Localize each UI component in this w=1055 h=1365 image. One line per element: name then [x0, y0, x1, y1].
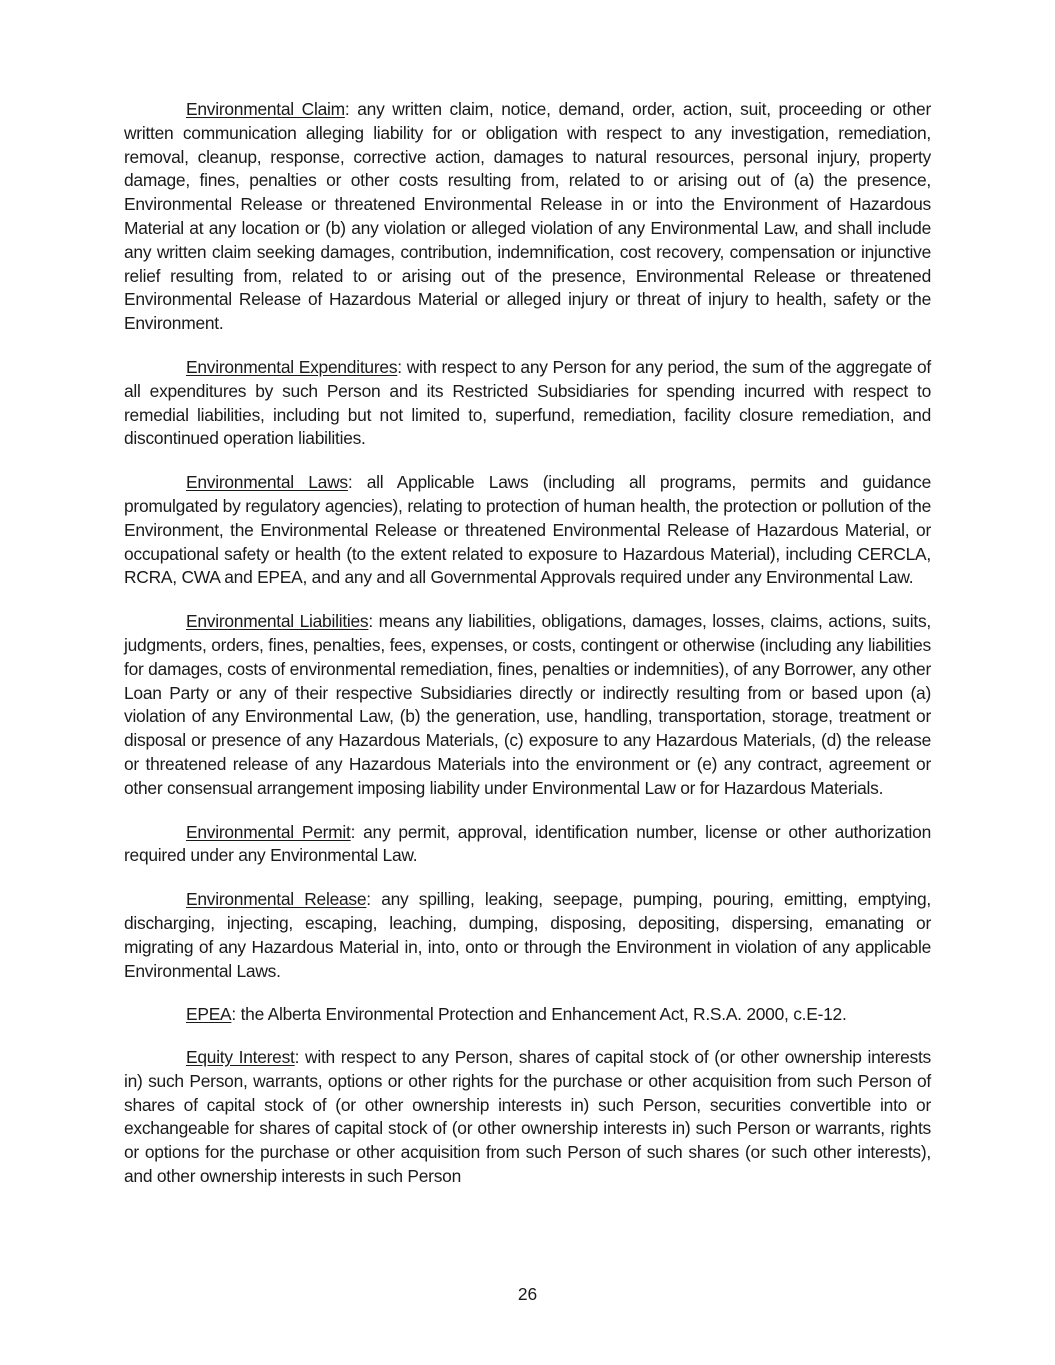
term-separator: : — [347, 472, 367, 493]
definition-text: all Applicable Laws (including all programs, permits and guidance promulgated by regulatory agencies), relating to protection of human health, the protection or pollution of the Environment, the Environmental Release or threatened Environmental Release of Hazardous Material, or occupational safety or health (to the extent related to exposure to Hazardous Material), including CERCLA, RCRA, CWA and EPEA, and any and all Governmental Approvals required under any Environmental Law. — [124, 472, 931, 588]
defined-term: Environmental Expenditures — [186, 356, 398, 377]
defined-term: Environmental Release — [186, 889, 367, 910]
definition-environmental-expenditures — [124, 356, 931, 451]
defined-term: Environmental Permit — [186, 821, 351, 842]
term-separator: : — [294, 1047, 306, 1068]
definition-text: means any liabilities, obligations, damages, losses, claims, actions, suits, judgments, orders, fines, penalties, fees, expenses, or costs, contingent or otherwise (including any liabilities for damages, costs of environmental remediation, fines, penalties or indemnities), of any Borrower, any other Loan Party or any of their respective Subsidiaries directly or indirectly resulting from or based upon (a) violation of any Environmental Law, (b) the generation, use, handling, transportation, storage, treatment or disposal or presence of any Hazardous Materials, (c) exposure to any Hazardous Materials, (d) the release or threatened release of any Hazardous Materials into the environment or (e) any contract, agreement or other consensual arrangement imposing liability under Environmental Law or for Hazardous Materials. — [124, 611, 931, 798]
definition-environmental-permit — [124, 821, 931, 869]
term-separator: : — [366, 889, 382, 910]
term-separator: : — [368, 611, 379, 632]
definition-text: any written claim, notice, demand, order, action, suit, proceeding or other written communication alleging liability for or obligation with respect to any investigation, remediation, removal, cleanup, response, corrective action, damages to natural resources, personal injury, property damage, fines, penalties or other costs resulting from, related to or arising out of (a) the presence, Environmental Release or threatened Environmental Release in or into the Environment of Hazardous Material at any location or (b) any violation or alleged violation of any Environmental Law, and shall include any written claim seeking damages, contribution, indemnification, cost recovery, compensation or injunctive relief resulting from, related to or arising out of the presence, Environmental Release or threatened Environmental Release of Hazardous Material or alleged injury or threat of injury to health, safety or the Environment. — [124, 99, 931, 334]
defined-term: EPEA — [186, 1004, 232, 1025]
defined-term: Equity Interest — [186, 1047, 295, 1068]
term-separator: : — [350, 821, 364, 842]
term-separator: : — [231, 1004, 241, 1025]
defined-term: Environmental Liabilities — [186, 611, 369, 632]
page-number: 26 — [517, 1284, 538, 1304]
defined-term: Environmental Laws — [186, 472, 348, 493]
definition-text: the Alberta Environmental Protection and Enhancement Act, R.S.A. 2000, c.E-12. — [240, 1004, 847, 1025]
definition-text: with respect to any Person, shares of capital stock of (or other ownership interests in) such Person, warrants, options or other rights for the purchase or other acquisition from such Person of shares of capital stock of (or other ownership interests in) such Person, securities convertible into or exchangeable for shares of capital stock of (or other ownership interests in) such Person or warrants, rights or options for the purchase or other acquisition from such Person of such shares (or such other interests), and other ownership interests in such Person — [124, 1047, 931, 1187]
term-separator: : — [344, 99, 358, 119]
definition-epea — [124, 1003, 931, 1027]
definition-text: any spilling, leaking, seepage, pumping, pouring, emitting, emptying, discharging, injecting, escaping, leaching, dumping, disposing, depositing, dispersing, emanating or migrating of any Hazardous Material in, into, onto or through the Environment in violation of any applicable Environmental Laws. — [124, 889, 931, 981]
definition-text: with respect to any Person for any period, the sum of the aggregate of all expenditures by such Person and its Restricted Subsidiaries for spending incurred with respect to remedial liabilities, including but not limited to, superfund, remediation, facility closure remediation, and discontinued operation liabilities. — [124, 356, 931, 449]
defined-term: Environmental Claim — [186, 99, 345, 119]
definition-environmental-claim — [124, 98, 931, 336]
document-body — [124, 98, 931, 1209]
definition-text: any permit, approval, identification number, license or other authorization required under any Environmental Law. — [124, 821, 931, 866]
term-separator: : — [397, 356, 407, 377]
definition-equity-interest — [124, 1046, 931, 1189]
definition-environmental-laws — [124, 471, 931, 590]
definition-environmental-release — [124, 888, 931, 983]
definition-environmental-liabilities — [124, 610, 931, 800]
